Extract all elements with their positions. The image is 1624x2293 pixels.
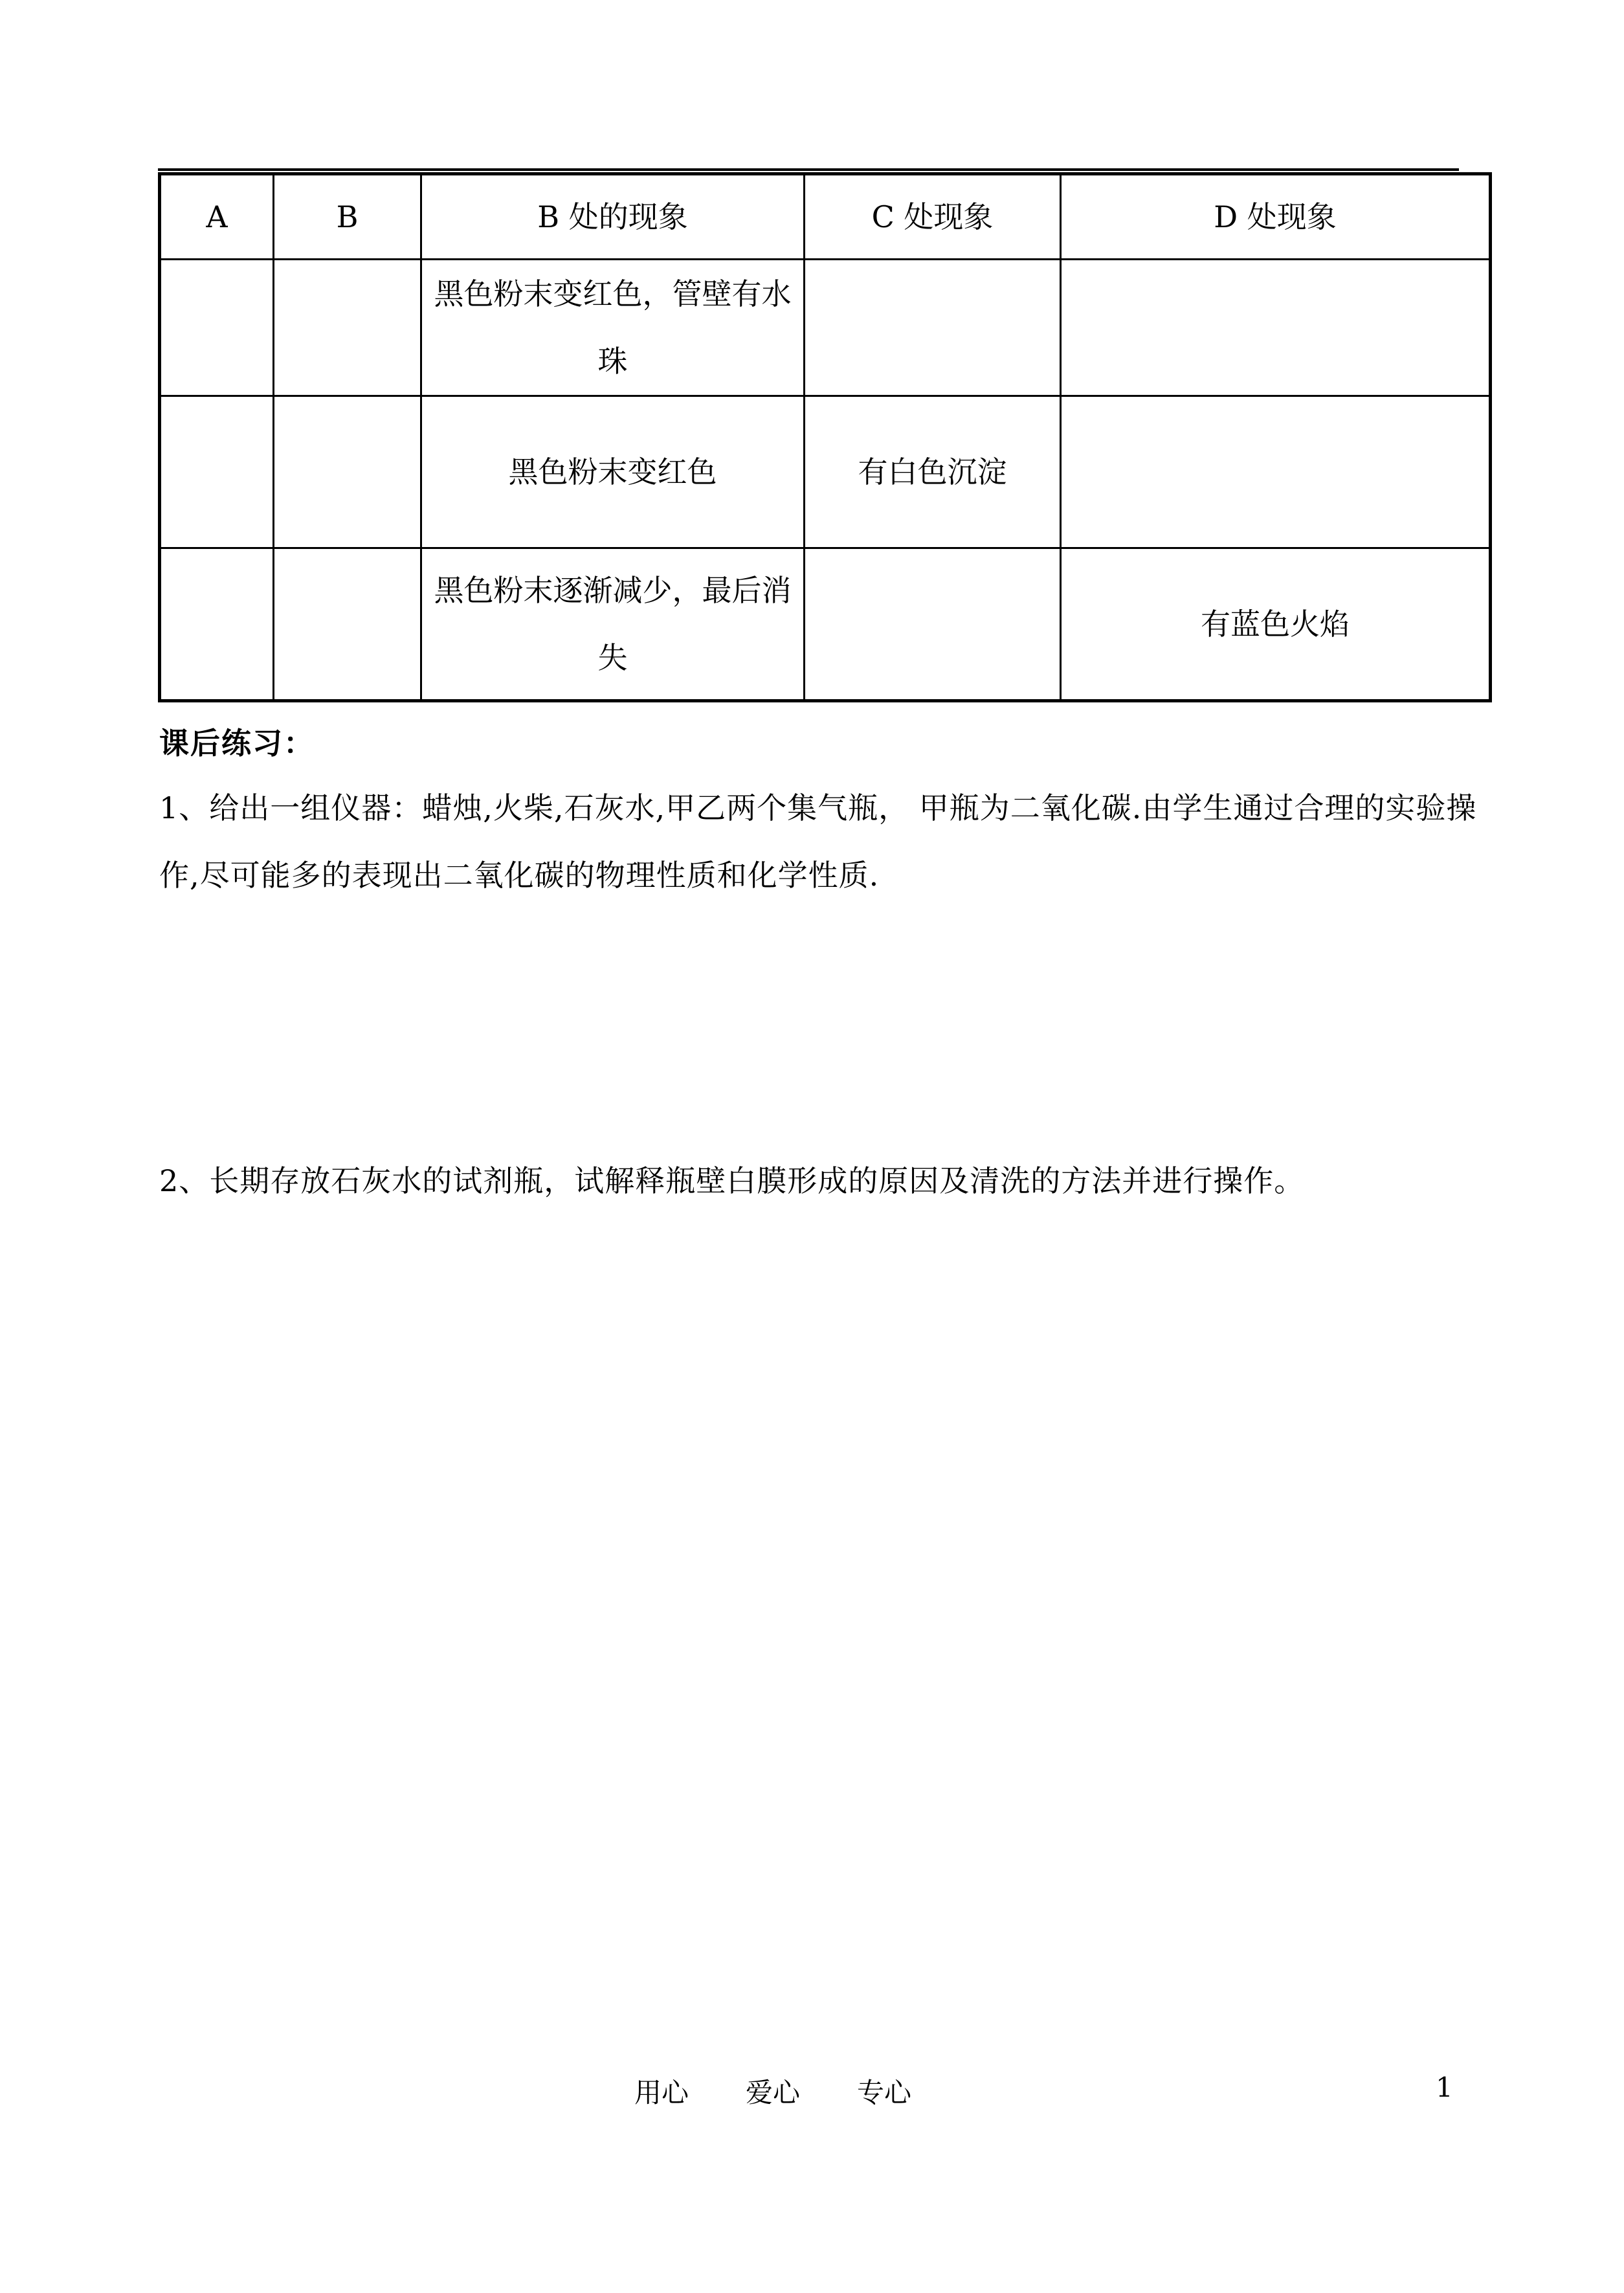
table-row	[160, 260, 1491, 396]
cell-a	[160, 260, 274, 396]
cell-c-phenomenon	[805, 260, 1061, 396]
cell-a	[160, 548, 274, 701]
header-a: A	[160, 174, 274, 260]
header-d-phenomenon: D 处现象	[1061, 174, 1491, 260]
header-b-phenomenon: B 处的现象	[421, 174, 805, 260]
footer-slogans	[634, 2072, 911, 2110]
cell-b-phenomenon: 黑色粉末变红色	[421, 396, 805, 548]
cell-a	[160, 396, 274, 548]
question-1: 1、给出一组仪器：蜡烛,火柴,石灰水,甲乙两个集气瓶， 甲瓶为二氧化碳.由学生通过合理的实验操作,尽可能多的表现出二氧化碳的物理性质和化学性质.	[159, 790, 1477, 893]
table-row	[160, 548, 1491, 701]
cell-d-phenomenon	[1061, 260, 1491, 396]
cell-c-phenomenon	[805, 548, 1061, 701]
table-header-row	[160, 174, 1491, 260]
header-c-phenomenon: C 处现象	[805, 174, 1061, 260]
section-title: 课后练习：	[159, 726, 315, 761]
cell-d-phenomenon	[1061, 396, 1491, 548]
cell-b	[274, 260, 421, 396]
experiment-table	[158, 172, 1492, 702]
page-number: 1	[1436, 2072, 1453, 2103]
footer-slogan: 爱心	[746, 2077, 801, 2108]
cell-b-phenomenon: 黑色粉末变红色，管壁有水珠	[421, 260, 805, 396]
table-row	[160, 396, 1491, 548]
cell-b-phenomenon: 黑色粉末逐渐减少，最后消失	[421, 548, 805, 701]
top-rule	[158, 168, 1459, 171]
footer-slogan: 用心	[634, 2077, 689, 2108]
cell-d-phenomenon: 有蓝色火焰	[1061, 548, 1491, 701]
cell-b	[274, 548, 421, 701]
cell-b	[274, 396, 421, 548]
question-2: 2、长期存放石灰水的试剂瓶，试解释瓶壁白膜形成的原因及清洗的方法并进行操作。	[159, 1163, 1305, 1198]
cell-c-phenomenon: 有白色沉淀	[805, 396, 1061, 548]
header-b: B	[274, 174, 421, 260]
footer-slogan: 专心	[857, 2077, 912, 2108]
